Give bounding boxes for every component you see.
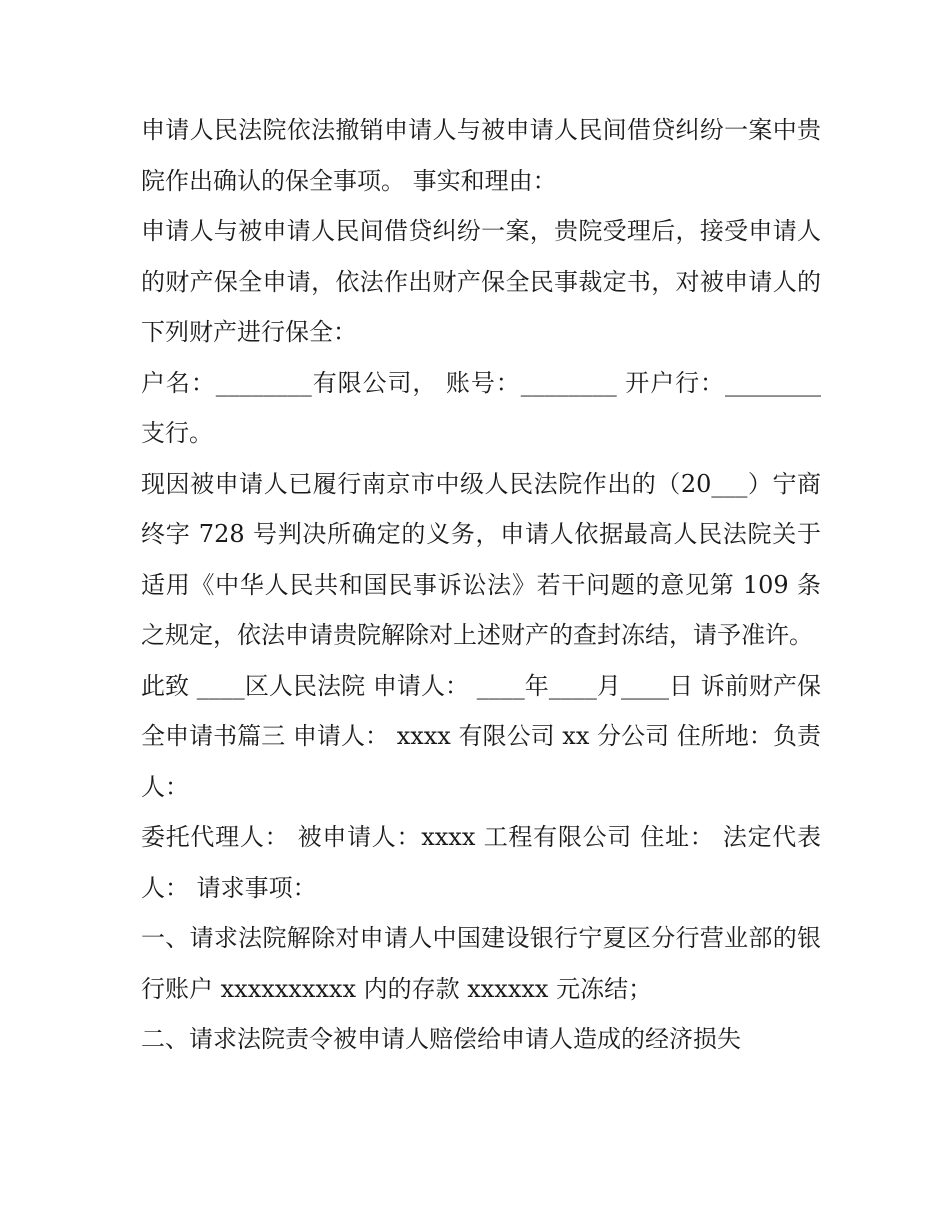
paragraph-account-info: 户名：________有限公司， 账号：________ 开户行：________ 支行。 (141, 368, 829, 447)
paragraph-request-item-1: 一、请求法院解除对申请人中国建设银行宁夏区分行营业部的银行账户 xxxxxxxxxx 内的存款 xxxxxx 元冻结； (141, 924, 821, 1003)
paragraph-request-item-2: 二、请求法院责令被申请人赔偿给申请人造成的经济损失 (141, 1025, 741, 1053)
paragraph-parties: 委托代理人： 被申请人：xxxx 工程有限公司 住址： 法定代表人： 请求事项： (141, 823, 821, 902)
document-body (141, 105, 829, 1065)
paragraph-closing-and-applicant: 此致 ____区人民法院 申请人： ____年____月____日 诉前财产保全申请书篇三 申请人： xxxx 有限公司 xx 分公司 住所地：负责人： (141, 671, 821, 801)
paragraph-grounds: 现因被申请人已履行南京市中级人民法院作出的（20___）宁商终字 728 号判决所确定的义务，申请人依据最高人民法院关于适用《中华人民共和国民事诉讼法》若干问题的意见第 109 条之规定，依法申请贵院解除对上述财产的查封冻结，请予准许。 (141, 469, 821, 649)
paragraph-case-background: 申请人与被申请人民间借贷纠纷一案，贵院受理后，接受申请人的财产保全申请，依法作出财产保全民事裁定书，对被申请人的下列财产进行保全： (141, 217, 821, 346)
paragraph-revocation-request: 申请人民法院依法撤销申请人与被申请人民间借贷纠纷一案中贵院作出确认的保全事项。 事实和理由： (141, 116, 821, 195)
